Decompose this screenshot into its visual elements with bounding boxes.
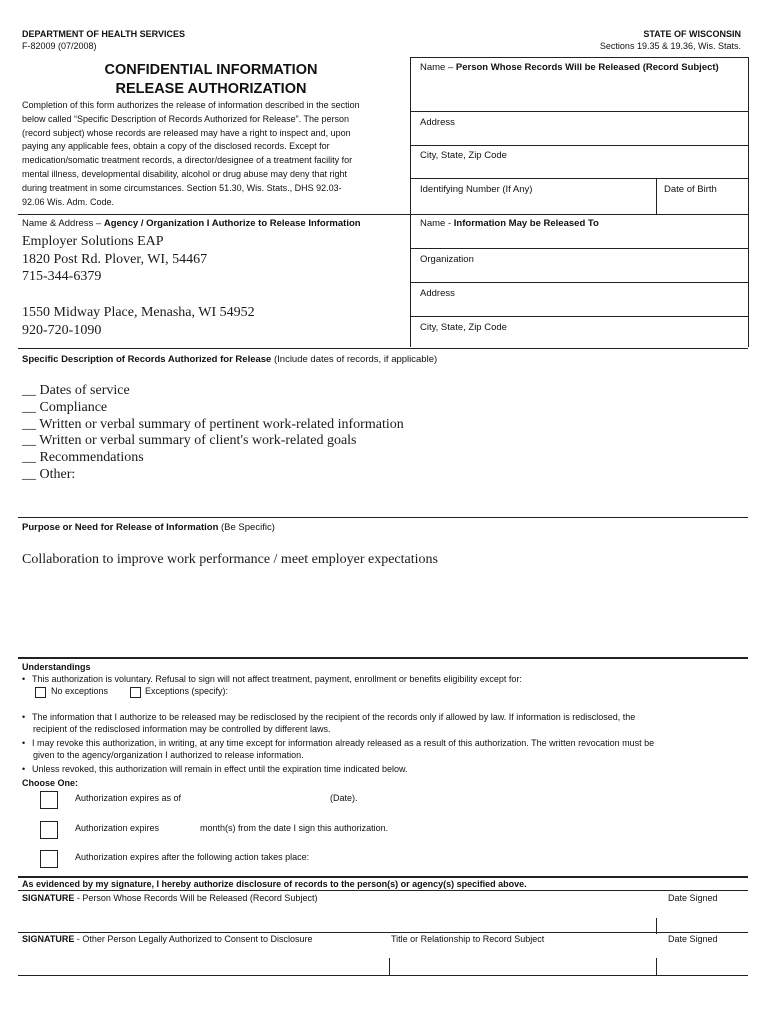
signature-other-label bbox=[22, 934, 312, 945]
recipient-org-field[interactable]: Organization bbox=[420, 254, 474, 265]
expires-action-label: Authorization expires after the following action takes place: bbox=[75, 852, 310, 862]
expires-months-label: Authorization expires bbox=[75, 823, 160, 833]
choose-one-heading: Choose One: bbox=[22, 778, 79, 788]
signature-other-field[interactable] bbox=[22, 947, 386, 973]
no-exceptions-label: No exceptions bbox=[51, 686, 109, 696]
title-relationship-field[interactable] bbox=[392, 947, 654, 973]
subject-id-field[interactable]: Identifying Number (If Any) bbox=[420, 184, 533, 195]
recipient-name-field[interactable] bbox=[420, 218, 599, 229]
subject-name-field[interactable] bbox=[420, 62, 719, 73]
divider bbox=[18, 876, 748, 878]
records-item: __ Written or verbal summary of client's work-related goals bbox=[22, 433, 357, 449]
purpose-label bbox=[22, 522, 275, 533]
statute-reference: Sections 19.35 & 19.36, Wis. Stats. bbox=[599, 41, 741, 51]
divider bbox=[656, 958, 657, 975]
understanding-bullet: • The information that I authorize to be released may be redisclosed by the recipient of the records only if allowed by law. If information is redisclosed, the bbox=[22, 712, 636, 722]
divider bbox=[410, 178, 748, 179]
recipient-name-prefix: Name - bbox=[420, 218, 454, 229]
intro-line: below called “Specific Description of Records Authorized for Release”. The person bbox=[22, 113, 349, 124]
records-list[interactable] bbox=[22, 383, 404, 484]
date-signed-subject-field[interactable] bbox=[660, 906, 748, 928]
agency-from-address-2: 1550 Midway Place, Menasha, WI 54952 bbox=[22, 305, 255, 320]
understanding-bullet: • I may revoke this authorization, in writing, at any time except for information already released as a result of this authorization. The written revocation must be bbox=[22, 738, 655, 748]
signature-other-bold: SIGNATURE bbox=[22, 934, 75, 944]
expires-date-suffix: (Date). bbox=[330, 793, 358, 803]
understanding-bullet: • This authorization is voluntary. Refusal to sign will not affect treatment, payment, enrollment or benefits eligibility except for: bbox=[22, 674, 522, 684]
signature-subject-label bbox=[22, 893, 317, 904]
exceptions-label: Exceptions (specify): bbox=[145, 686, 229, 696]
divider bbox=[410, 145, 748, 146]
recipient-address-field[interactable]: Address bbox=[420, 288, 455, 299]
divider bbox=[410, 214, 748, 215]
divider bbox=[410, 316, 748, 317]
agency-from-prefix: Name & Address – bbox=[22, 218, 104, 229]
intro-line: 92.06 Wis. Adm. Code. bbox=[22, 196, 115, 207]
divider bbox=[18, 975, 748, 976]
intro-line: Completion of this form authorizes the release of information described in the section bbox=[22, 100, 360, 110]
intro-line: mental illness, developmental disability, alcohol or drug abuse may deny that right bbox=[22, 168, 348, 179]
agency-from-address: 1820 Post Rd. Plover, WI, 54467 bbox=[22, 252, 208, 267]
intro-line: during treatment in some circumstances. Section 51.30, Wis. Stats., DHS 92.03- bbox=[22, 182, 342, 193]
records-item: __ Dates of service bbox=[22, 383, 130, 398]
records-item: __ Other: bbox=[22, 466, 76, 482]
date-signed-other-field[interactable] bbox=[660, 947, 748, 973]
understanding-continuation: given to the agency/organization I authorized to release information. bbox=[33, 750, 304, 760]
state-name: STATE OF WISCONSIN bbox=[643, 29, 741, 39]
subject-name-prefix: Name – bbox=[420, 62, 456, 73]
intro-line: paying any applicable fees, obtain a copy of the disclosed records. Except for bbox=[22, 141, 330, 152]
records-item: __ Compliance bbox=[22, 399, 108, 415]
understandings-heading: Understandings bbox=[22, 662, 91, 672]
no-exceptions-checkbox[interactable] bbox=[35, 687, 46, 698]
recipient-city-field[interactable]: City, State, Zip Code bbox=[420, 322, 507, 333]
agency-from-name: Employer Solutions EAP bbox=[22, 234, 164, 249]
exceptions-checkbox[interactable] bbox=[130, 687, 141, 698]
expires-months-checkbox[interactable] bbox=[40, 821, 58, 839]
expires-months-suffix: month(s) from the date I sign this authorization. bbox=[200, 823, 389, 833]
expires-date-checkbox[interactable] bbox=[40, 791, 58, 809]
date-signed-other-label: Date Signed bbox=[668, 934, 718, 944]
records-item: __ Written or verbal summary of pertinent work-related information bbox=[22, 416, 404, 432]
intro-paragraph bbox=[22, 99, 407, 209]
subject-city-field[interactable]: City, State, Zip Code bbox=[420, 150, 507, 161]
understanding-text: The information that I authorize to be released may be redisclosed by the recipient of the records only if allowed by law. If information is redisclosed, the bbox=[32, 712, 636, 722]
purpose-label-bold: Purpose or Need for Release of Information bbox=[22, 522, 219, 533]
divider bbox=[18, 657, 748, 659]
agency-from-bold: Agency / Organization I Authorize to Release Information bbox=[103, 218, 361, 229]
intro-line: medication/somatic treatment records, a director/designee of a treatment facility for bbox=[22, 155, 353, 166]
signature-evidence: As evidenced by my signature, I hereby authorize disclosure of records to the person(s) or agency(s) specified above. bbox=[22, 879, 527, 889]
divider bbox=[410, 111, 748, 112]
purpose-value[interactable]: Collaboration to improve work performance / meet employer expectations bbox=[22, 552, 438, 567]
understanding-bullet: • Unless revoked, this authorization will remain in effect until the expiration time indicated below. bbox=[22, 764, 408, 774]
expires-date-label: Authorization expires as of bbox=[75, 793, 182, 803]
signature-subject-field[interactable] bbox=[22, 906, 652, 928]
subject-address-field[interactable]: Address bbox=[420, 117, 455, 128]
divider bbox=[18, 348, 748, 349]
purpose-label-rest: (Be Specific) bbox=[218, 522, 275, 533]
form-title-line1: CONFIDENTIAL INFORMATION bbox=[104, 62, 318, 78]
divider bbox=[410, 248, 748, 249]
intro-line: (record subject) whose records are released may have a right to inspect and, upon bbox=[22, 127, 351, 138]
agency-from-phone: 715-344-6379 bbox=[22, 269, 102, 284]
understanding-text: I may revoke this authorization, in writing, at any time except for information already released as a result of this authorization. The written revocation must be bbox=[32, 738, 655, 748]
recipient-name-label: Information May be Released To bbox=[453, 218, 599, 229]
date-signed-subject-label: Date Signed bbox=[668, 893, 718, 903]
divider bbox=[18, 932, 748, 933]
divider bbox=[748, 57, 749, 347]
form-number: F-82009 (07/2008) bbox=[22, 41, 97, 51]
title-relationship-label: Title or Relationship to Record Subject bbox=[391, 934, 545, 944]
signature-subject-bold: SIGNATURE bbox=[22, 893, 75, 903]
agency-from-label bbox=[22, 218, 361, 229]
divider bbox=[656, 178, 657, 214]
signature-subject-rest: - Person Whose Records Will be Released (Record Subject) bbox=[74, 893, 318, 903]
subject-dob-field[interactable]: Date of Birth bbox=[664, 184, 717, 195]
understanding-text: This authorization is voluntary. Refusal to sign will not affect treatment, payment, enrollment or benefits eligibility except for: bbox=[32, 674, 522, 684]
divider bbox=[410, 57, 411, 347]
subject-name-label: Person Whose Records Will be Released (Record Subject) bbox=[455, 62, 719, 73]
divider bbox=[410, 282, 748, 283]
agency-from-phone-2: 920-720-1090 bbox=[22, 323, 102, 338]
form-title-line2: RELEASE AUTHORIZATION bbox=[115, 81, 307, 97]
understanding-text: Unless revoked, this authorization will remain in effect until the expiration time indicated below. bbox=[32, 764, 408, 774]
divider bbox=[18, 214, 410, 215]
agency-name: DEPARTMENT OF HEALTH SERVICES bbox=[22, 29, 186, 39]
records-label bbox=[22, 354, 437, 365]
divider bbox=[410, 57, 748, 58]
records-label-bold: Specific Description of Records Authorized for Release bbox=[22, 354, 272, 365]
understanding-continuation: recipient of the redisclosed information may be controlled by different laws. bbox=[33, 724, 331, 734]
form-title bbox=[20, 61, 402, 99]
records-label-rest: (Include dates of records, if applicable) bbox=[271, 354, 438, 365]
divider bbox=[389, 958, 390, 975]
records-item: __ Recommendations bbox=[22, 450, 144, 466]
divider bbox=[18, 517, 748, 518]
divider bbox=[18, 890, 748, 891]
signature-other-rest: - Other Person Legally Authorized to Consent to Disclosure bbox=[74, 934, 313, 944]
expires-action-checkbox[interactable] bbox=[40, 850, 58, 868]
